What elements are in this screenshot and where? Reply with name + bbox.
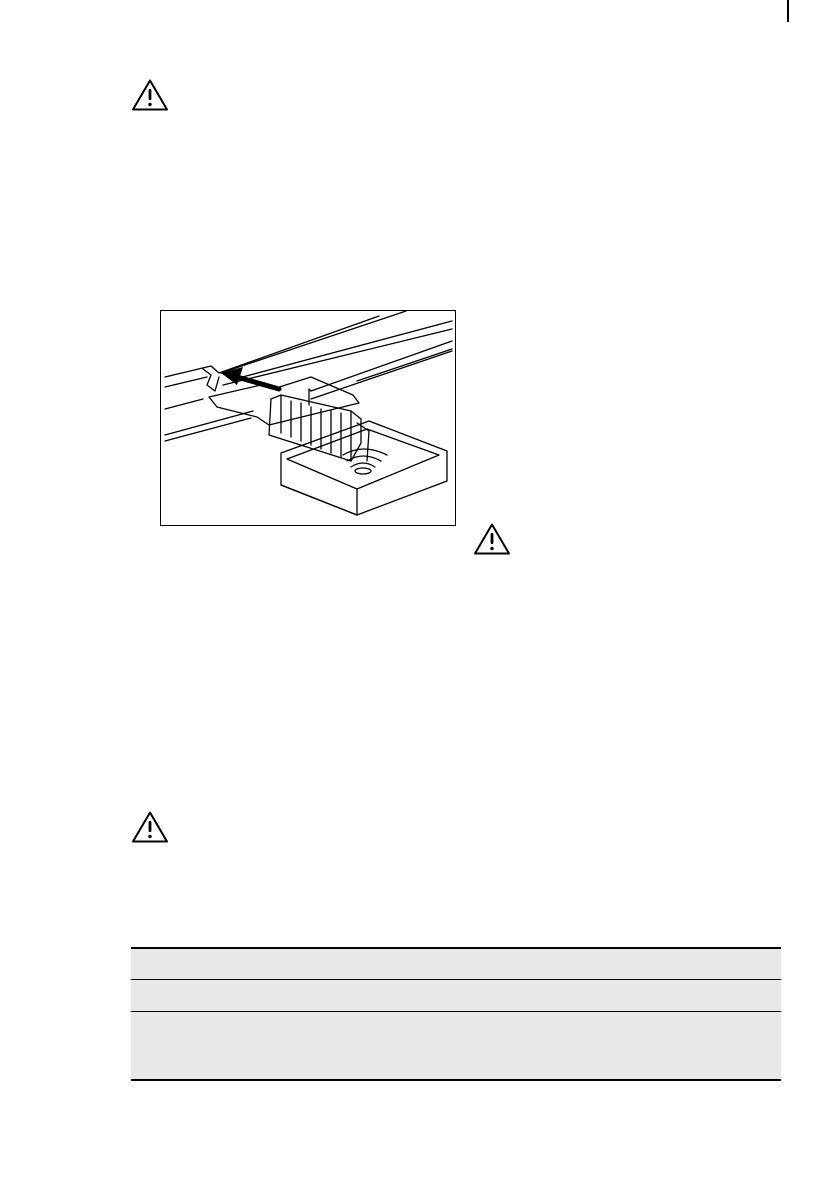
table-row <box>131 979 781 1011</box>
warning-triangle-icon <box>131 810 169 844</box>
table-row <box>131 1011 781 1081</box>
crop-mark <box>787 0 789 22</box>
filter-illustration <box>161 311 454 524</box>
filter-installation-figure <box>160 310 456 526</box>
warning-triangle-icon <box>131 78 169 112</box>
data-table <box>131 947 781 1081</box>
warning-triangle-icon <box>473 522 511 556</box>
table-row <box>131 947 781 979</box>
